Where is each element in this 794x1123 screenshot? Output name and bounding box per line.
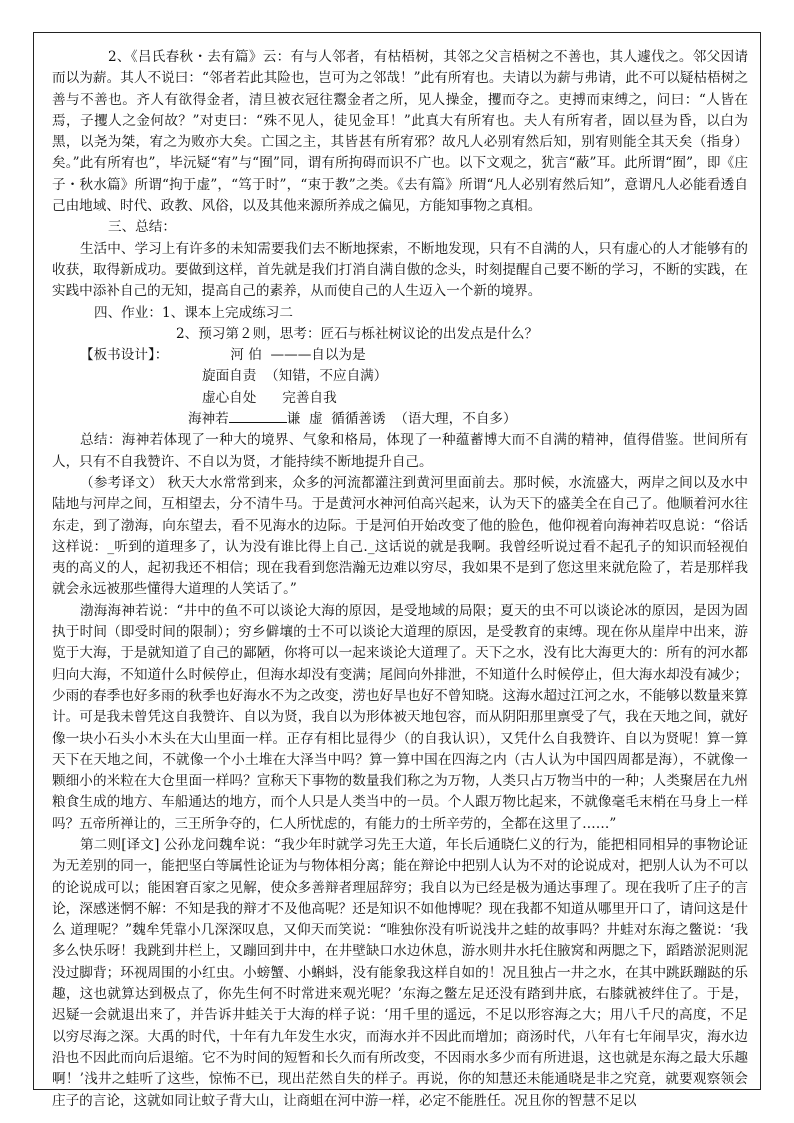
homework-line-2: 2、预习第２则，思考：匠石与栎社树议论的出发点是什么？ [176,325,539,342]
board-design [52,345,748,430]
board-row-4-text: 谦 虚 循循善诱 （语大理，不自多） [286,411,517,428]
paragraph-summary: 生活中、学习上有许多的未知需要我们去不断地探索，不断地发现，只有不自满的人，只有虚心的人才能够有的收获，取得新成功。要做到这样，首先就是我们打消自满自傲的念头，时刻提醒自己要不断的学习，不断的实践，在实践中添补自己的无知，提高自己的素养，从而使自己的人生迈入一个新的境界。 [52,240,748,300]
translation-part-2: 渤海海神若说：“井中的鱼不可以谈论大海的原因，是受地域的局限；夏天的虫不可以谈论冰的原因，是因为固执于时间（即受时间的限制）；穷乡僻壤的士不可以谈论大道理的原因，是受教育的束缚。现在你从崖岸中出来，游览于大海，于是就知道了自己的鄙陋，你将可以一起来谈论大道理了。天下之水，没有比大海更大的：所有的河水都归向大海，不知道什么时候停止，但海水却没有变满；尾闾向外排泄，不知道什么时候停止，但大海水却没有减少；少雨的春季也好多雨的秋季也好海水不为之改变，涝也好旱也好不曾知晓。这海水超过江河之水，不能够以数量来算计。可是我未曾凭这自我赞许、自以为贤，我自以为形体被天地包容，而从阴阳那里禀受了气，我在天地之间，就好像一块小石头小木头在大山里面一样。正存有相比显得少（的自我认识），又凭什么自我赞许、自以为贤呢！算一算天下在天地之间，不就像一个小土堆在大泽当中吗？算一算中国在四海之内（古人认为中国四周都是海），不就像一颗细小的米粒在大仓里面一样吗？宣称天下事物的数量我们称之为万物，人类只占万物当中的一种；人类聚居在九州粮食生成的地方、车船通达的地方，而个人只是人类当中的一员。个人跟万物比起来，不就像毫毛末梢在马身上一样吗？五帝所禅让的，三王所争夺的，仁人所忧虑的，有能力的士所辛劳的，全都在这里了……” [52,602,748,832]
homework-line-1: 四、作业：1、课本上完成练习二 [94,304,293,321]
board-row-1: 河 伯 ———自以为是 [230,347,366,364]
document-body [52,47,748,1112]
board-label: 【板书设计】： [80,347,169,364]
fill-blank [229,409,287,423]
paragraph-closing: 总结：海神若体现了一种大的境界、气象和格局，体现了一种蕴蓄博大而不自满的精神，值得借鉴。世间所有人，只有不自我赞许、不自以为贤，才能持续不断地提升自己。 [52,432,748,470]
board-row-2: 旋面自责 （知错，不应自满） [202,368,388,385]
board-row-4-label: 海神若 [188,411,229,428]
translation-part-3: 第二则[译文] 公孙龙问魏牟说：“我少年时就学习先王大道，年长后通晓仁义的行为，能把相同相异的事物论证为无差别的同一，能把坚白等属性论证为与物体相分离；能在辩论中把别人认为不对的论说成对，把别人认为不可以的论说成可以；能困窘百家之见解，使众多善辩者理屈辞穷；我自以为已经是极为通达事理了。现在我听了庄子的言论，深感迷惘不解：不知是我的辩才不及他高呢？还是知识不如他博呢？现在我都不知道从哪里开口了，请问这是什么 道理呢？”魏牟凭靠小几深深叹息，又仰天而笑说：“唯独你没有听说浅井之蛙的故事吗？井蛙对东海之鳖说：‘我多么快乐呀！我跳到井栏上，又蹦回到井中，在井壁缺口水边休息，游水则井水托住腋窝和两腮之下，蹈踏淤泥则泥没过脚背；环视周围的小红虫。小螃蟹、小蝌蚪，没有能象我这样自如的！况且独占一井之水，在其中跳跃蹦跶的乐趣，这也就算达到极点了，你先生何不时常进来观光呢？’东海之鳖左足还没有踏到井底，右膝就被绊住了。于是，迟疑一会就退出来了，并告诉井蛙关于大海的样子说：‘用千里的遥远，不足以形容海之大；用八千尺的高度，不足以穷尽海之深。大禹的时代，十年有九年发生水灾，而海水并不因此而增加；商汤时代，八年有七年闹旱灾，海水边沿也不因此而向后退缩。它不为时间的短暂和长久而有所改变，不因雨水多少而有所进退，这也就是东海之最大乐趣啊！’浅井之蛙听了这些，惊怖不已，现出茫然自失的样子。再说，你的知慧还未能通晓是非之究竟，就要观察领会庄子的言论，这就如同让蚊子背大山，让商蛆在河中游一样，必定不能胜任。况且你的智慧不足以 [52,836,748,1109]
board-row-3: 虚心自处 完善自我 [202,389,337,406]
heading-summary: 三、总结： [108,219,176,236]
translation-part-1: （参考译文） 秋天大水常常到来，众多的河流都灌注到黄河里面前去。那时候，水流盛大，两岸之间以及水中陆地与河岸之间，互相望去，分不清牛马。于是黄河水神河伯高兴起来，认为天下的盛美全在自己了。他顺着河水往东走，到了渤海，向东望去，看不见海水的边际。于是河伯开始改变了他的脸色，他仰视着向海神若叹息说：“俗话这样说：_听到的道理多了，认为没有谁比得上自己._这话说的就是我啊。我曾经听说过看不起孔子的知识而轻视伯夷的高义的人，起初我还不相信；现在我看到您浩瀚无边难以穷尽，我如果不是到了您这里来就危险了，若是那样我就会永远被那些懂得大道理的人笑话了。” [52,474,748,598]
paragraph-quote: 2、《吕氏春秋・去有篇》云：有与人邻者，有枯梧树，其邻之父言梧树之不善也，其人遽伐之。邻父因请而以为薪。其人不说曰：“邻者若此其险也，岂可为之邻哉！”此有所宥也。夫请以为薪与弗请，此不可以疑枯梧树之善与不善也。齐人有欲得金者，清旦被衣冠往鬻金者之所，见人操金，攫而夺之。吏搏而束缚之，问曰：“人皆在焉，子攫人之金何故？”对吏曰：“殊不见人，徒见金耳！”此真大有所宥也。夫人有所宥者，固以昼为昏，以白为黑，以尧为桀，宥之为败亦大矣。亡国之主，其皆甚有所宥邪？故凡人必别宥然后知，别宥则能全其天矣（指身）矣。”此有所宥也”，毕沅疑“宥”与“囿”同，谓有所拘碍而识不广也。以下文观之，犹言“蔽”耳。此所谓“囿”，即《庄子・秋水篇》所谓“拘于虚”，“笃于时”，“束于教”之类。《去有篇》所谓“凡人必别宥然后知”，意谓凡人必能看透自己由地域、时代、政教、风俗，以及其他来源所养成之偏见，方能知事物之真相。 [52,49,748,215]
